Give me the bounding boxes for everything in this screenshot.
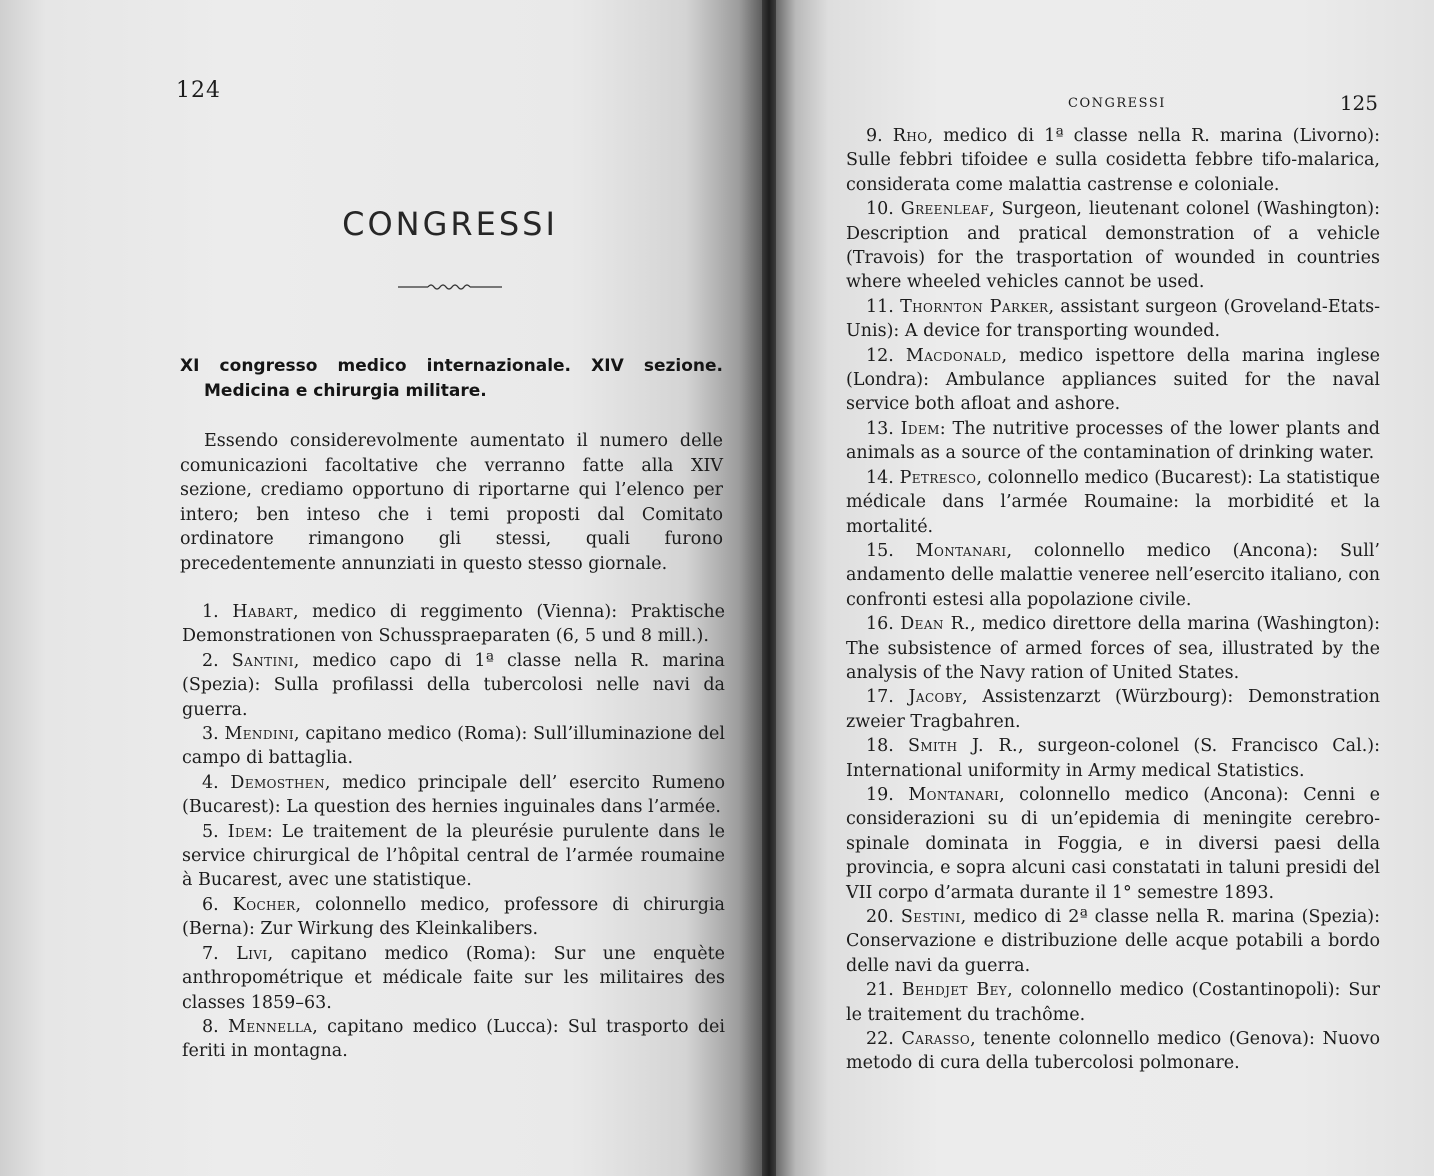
list-item xyxy=(846,124,1380,197)
entry-author: Macdonald xyxy=(905,345,1002,366)
entry-number: 2. xyxy=(202,650,219,671)
entry-author: Livi xyxy=(236,943,268,964)
entry-number: 21. xyxy=(866,980,894,1001)
entry-author: Montanari xyxy=(915,540,1007,561)
entry-author: Carasso xyxy=(901,1029,971,1050)
entry-number: 6. xyxy=(202,894,219,915)
entry-author: Rho xyxy=(892,126,928,146)
entry-number: 7. xyxy=(202,943,219,964)
entry-text: , assistant surgeon (Groveland-Etats-Unis): A device for transporting wounded. xyxy=(846,296,1380,342)
entry-text: , colonnello medico (Costantinopoli): Sur le traitement du trachôme. xyxy=(846,980,1380,1025)
page-title: CONGRESSI xyxy=(342,205,558,243)
intro-paragraph: Essendo considerevolmente aumentato il numero delle comunicazioni facoltative che verranno fatte alla XIV sezione, crediamo opportuno di riportarne qui l’elenco per intero; ben inteso che i temi proposti dal Comitato ordinatore rimangono gli stessi, quali furono precedentemente annunziati in questo stesso giornale. xyxy=(180,431,723,574)
entry-author: Greenleaf xyxy=(900,199,990,220)
entry-number: 10. xyxy=(866,199,894,220)
list-item xyxy=(846,466,1380,539)
entry-text: , medico direttore della marina (Washington): The subsistence of armed forces of sea, illustrated by the analysis of the Navy ration of United States. xyxy=(846,614,1380,683)
entry-author: Sestini xyxy=(900,907,961,927)
list-item xyxy=(846,905,1380,978)
entry-text: : Le traitement de la pleurésie purulente dans le service chirurgical de l’hôpital central de l’armée roumaine à Bucarest, avec une statistique. xyxy=(182,821,725,891)
entry-text: , capitano medico (Roma): Sur une enquète anthropométrique et médicale faite sur les militaires des classes 1859–63. xyxy=(182,943,725,1013)
entry-text: , surgeon-colonel (S. Francisco Cal.): International uniformity in Army medical Statistics. xyxy=(846,736,1380,781)
entry-author: Mendini xyxy=(224,724,295,745)
entry-text: , medico ispettore della marina inglese (Londra): Ambulance appliances suited for the naval service both afloat and ashore. xyxy=(846,345,1380,415)
entry-number: 22. xyxy=(866,1029,894,1050)
entry-text: , colonnello medico (Ancona): Sull’ andamento delle malattie veneree nell’esercito italiano, con confronti estesi alla popolazione civile. xyxy=(846,540,1380,610)
entry-text: , capitano medico (Lucca): Sul trasporto dei feriti in montagna. xyxy=(182,1016,725,1062)
entry-author: Smith J. R. xyxy=(907,736,1019,757)
entry-number: 20. xyxy=(866,907,894,927)
entry-number: 11. xyxy=(866,296,894,317)
entries-list-right xyxy=(846,124,1380,1076)
entry-text: , medico principale dell’ esercito Rumeno (Bucarest): La question des hernies inguinales dans l’armée. xyxy=(182,772,725,818)
page-number: 124 xyxy=(176,78,221,103)
entry-author: Habart xyxy=(232,602,293,622)
list-item xyxy=(846,978,1380,1027)
entry-author: Idem xyxy=(227,821,267,842)
list-item xyxy=(846,1027,1380,1076)
entry-author: Santini xyxy=(231,650,294,671)
running-head: CONGRESSI xyxy=(1068,96,1166,111)
list-item xyxy=(182,600,725,649)
entry-number: 19. xyxy=(866,784,894,805)
entry-number: 5. xyxy=(202,821,219,842)
list-item xyxy=(846,685,1380,734)
entry-number: 14. xyxy=(866,467,894,488)
list-item xyxy=(846,612,1380,685)
entry-text: , medico di reggimento (Vienna): Praktische Demonstrationen von Schusspraeparaten (6, 5 und 8 mill.). xyxy=(182,602,725,647)
entry-number: 16. xyxy=(866,614,894,635)
entry-number: 13. xyxy=(866,418,894,439)
entry-number: 12. xyxy=(866,345,894,366)
entry-text: , colonnello medico (Ancona): Cenni e considerazioni su di un’epidemia di meningite cerebro-spinale dominata in Foggia, e in diversi paesi della provincia, e sopra alcuni casi constatati in taluni presidi del VII corpo d’armata durante il 1° semestre 1893. xyxy=(846,784,1380,903)
entry-number: 8. xyxy=(202,1016,219,1037)
list-item xyxy=(846,197,1380,295)
entry-author: Behdjet Bey xyxy=(901,980,1008,1001)
entry-number: 17. xyxy=(866,687,894,708)
entry-number: 15. xyxy=(866,540,894,561)
list-item xyxy=(182,649,725,722)
entry-number: 4. xyxy=(202,772,219,793)
list-item xyxy=(846,344,1380,417)
entry-author: Mennella xyxy=(228,1016,313,1037)
entry-author: Montanari xyxy=(908,784,1000,805)
entry-text: , colonnello medico (Bucarest): La statistique médicale dans l’armée Roumaine: la morbidité et la mortalité. xyxy=(846,467,1380,537)
entry-text: , medico di 2ª classe nella R. marina (Spezia): Conservazione e distribuzione delle acque potabili a bordo delle navi da guerra. xyxy=(846,907,1380,976)
entry-number: 3. xyxy=(202,724,219,745)
list-item xyxy=(182,771,725,820)
entry-text: : The nutritive processes of the lower plants and animals as a source of the contamination of drinking water. xyxy=(846,418,1380,464)
entry-author: Demosthen xyxy=(230,772,325,793)
entry-text: , medico capo di 1ª classe nella R. marina (Spezia): Sulla profilassi della tubercolosi nelle navi da guerra. xyxy=(182,650,725,720)
entry-author: Dean R. xyxy=(900,614,971,635)
entry-text: , capitano medico (Roma): Sull’illuminazione del campo di battaglia. xyxy=(182,724,725,769)
right-page xyxy=(776,0,1434,1176)
entries-list-left xyxy=(182,600,725,1064)
entry-number: 9. xyxy=(866,126,883,146)
list-item xyxy=(182,820,725,893)
ornament-divider xyxy=(398,281,502,293)
entry-text: , Surgeon, lieutenant colonel (Washington): Description and pratical demonstration of a vehicle (Travois) for the trasportation of wounded in countries where wheeled vehicles cannot be used. xyxy=(846,199,1380,293)
list-item xyxy=(182,893,725,942)
entry-author: Thornton Parker xyxy=(900,296,1049,317)
list-item xyxy=(846,783,1380,905)
section-heading: XI congresso medico internazionale. XIV sezione. Medicina e chirurgia militare. xyxy=(180,356,723,401)
list-item xyxy=(182,942,725,1015)
entry-text: , colonnello medico, professore di chirurgia (Berna): Zur Wirkung des Kleinkalibers. xyxy=(182,894,725,940)
entry-text: , tenente colonnello medico (Genova): Nuovo metodo di cura della tubercolosi polmonare. xyxy=(846,1029,1380,1074)
list-item xyxy=(846,295,1380,344)
list-item xyxy=(182,722,725,771)
entry-text: , Assistenzarzt (Würzbourg): Demonstration zweier Tragbahren. xyxy=(846,687,1380,732)
entry-author: Kocher xyxy=(232,894,296,915)
list-item xyxy=(846,417,1380,466)
entry-author: Petresco xyxy=(899,467,977,488)
entry-text: , medico di 1ª classe nella R. marina (Livorno): Sulle febbri tifoidee e sulla cosidetta febbre tifo-malarica, considerata come malattia castrense e coloniale. xyxy=(846,126,1380,195)
list-item xyxy=(846,734,1380,783)
entry-author: Jacoby xyxy=(908,687,963,708)
entry-author: Idem xyxy=(900,418,940,439)
book-gutter xyxy=(762,0,776,1176)
list-item xyxy=(846,539,1380,612)
list-item xyxy=(182,1015,725,1064)
page-number: 125 xyxy=(1339,91,1378,115)
entry-number: 1. xyxy=(202,602,219,622)
entry-number: 18. xyxy=(866,736,894,757)
